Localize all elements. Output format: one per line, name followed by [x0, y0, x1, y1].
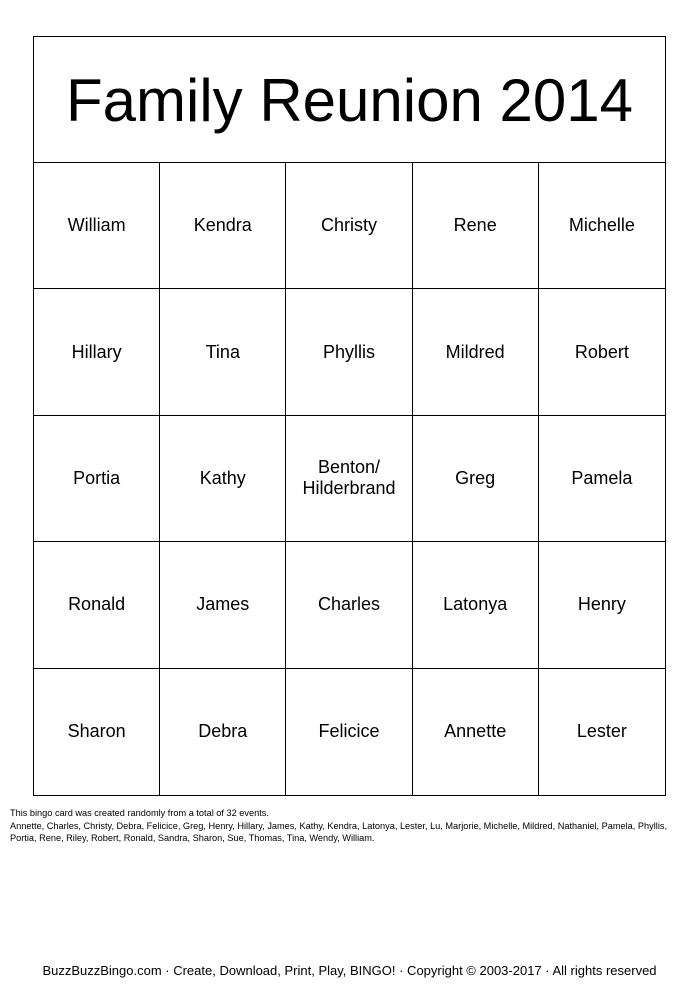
- bingo-cell: Felicice: [286, 669, 412, 795]
- bingo-cell: Pamela: [539, 416, 665, 542]
- bingo-cell: Christy: [286, 163, 412, 289]
- bingo-cell: William: [34, 163, 160, 289]
- bingo-cell: Annette: [413, 669, 539, 795]
- page-footer: BuzzBuzzBingo.com · Create, Download, Print, Play, BINGO! · Copyright © 2003-2017 · All rights reserved: [42, 963, 657, 978]
- card-title: Family Reunion 2014: [34, 37, 665, 163]
- bingo-cell: Latonya: [413, 542, 539, 668]
- bingo-cell: James: [160, 542, 286, 668]
- bingo-cell: Charles: [286, 542, 412, 668]
- footnote-event-list: Annette, Charles, Christy, Debra, Felicice, Greg, Henry, Hillary, James, Kathy, Kendra, Latonya, Lester, Lu, Marjorie, Michelle, Mildred, Nathaniel, Pamela, Phyllis, Portia, Rene, Riley, Robert, Ronald, Sandra, Sharon, Sue, Thomas, Tina, Wendy, William.: [10, 820, 668, 843]
- bingo-grid: [34, 163, 665, 795]
- bingo-cell: Kendra: [160, 163, 286, 289]
- card-footnote: [10, 807, 690, 845]
- bingo-cell: Greg: [413, 416, 539, 542]
- bingo-cell: Henry: [539, 542, 665, 668]
- bingo-cell: Debra: [160, 669, 286, 795]
- bingo-cell: Tina: [160, 289, 286, 415]
- bingo-cell: Phyllis: [286, 289, 412, 415]
- bingo-cell: Portia: [34, 416, 160, 542]
- bingo-cell: Sharon: [34, 669, 160, 795]
- footnote-summary: This bingo card was created randomly from a total of 32 events.: [10, 808, 269, 818]
- bingo-cell: Michelle: [539, 163, 665, 289]
- bingo-cell: Mildred: [413, 289, 539, 415]
- bingo-cell: Hillary: [34, 289, 160, 415]
- bingo-cell: Robert: [539, 289, 665, 415]
- bingo-cell: Kathy: [160, 416, 286, 542]
- bingo-cell: Rene: [413, 163, 539, 289]
- bingo-cell-center: Benton/ Hilderbrand: [286, 416, 412, 542]
- bingo-cell: Ronald: [34, 542, 160, 668]
- bingo-cell: Lester: [576, 721, 627, 742]
- bingo-card: [33, 36, 666, 796]
